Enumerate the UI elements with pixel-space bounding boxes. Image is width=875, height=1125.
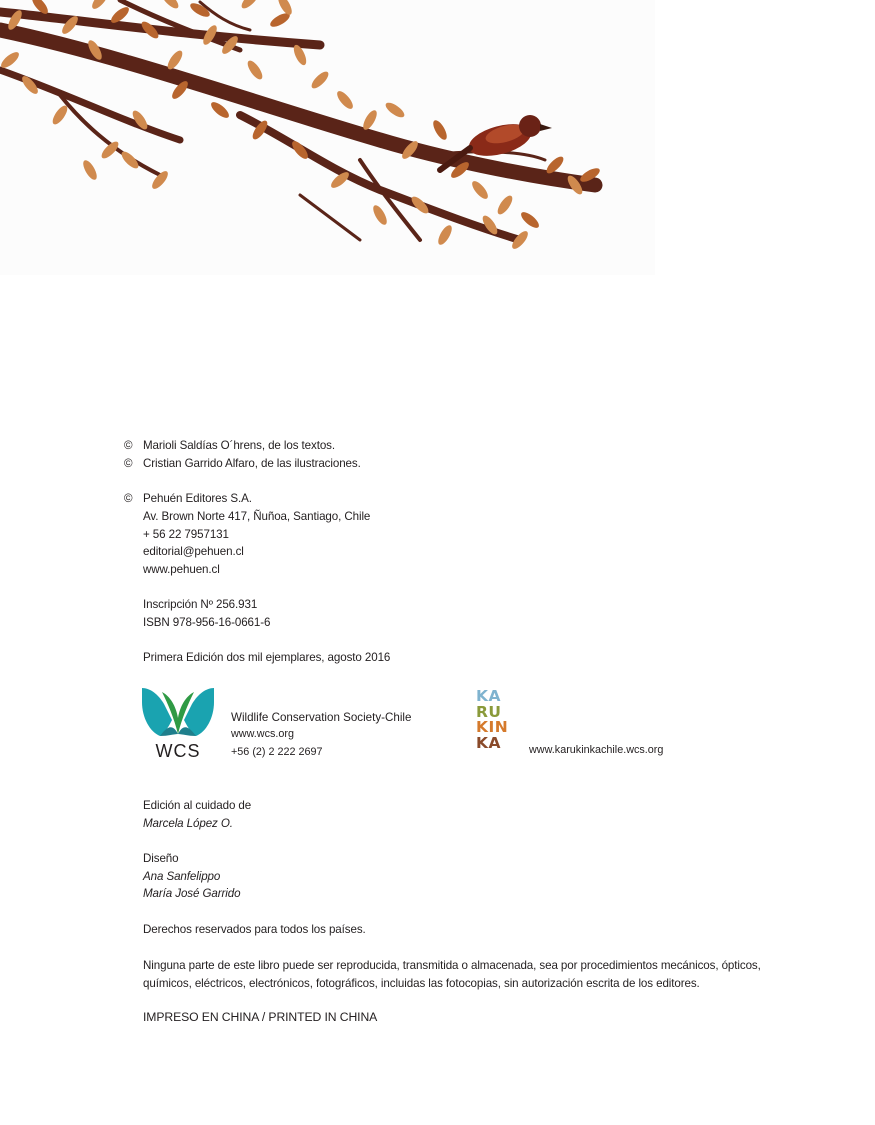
copyright-symbol: © [124, 457, 133, 470]
design-credit [143, 850, 240, 903]
leaf-shape [431, 118, 450, 142]
wcs-logo-text: WCS [155, 741, 201, 760]
leaf-shape [309, 69, 331, 91]
publisher-email: editorial@pehuen.cl [143, 545, 244, 559]
leaf-shape [165, 48, 185, 71]
editing-person: Marcela López O. [143, 816, 233, 830]
leaf-shape [159, 0, 181, 11]
karukinka-logo-line-4: KA [476, 733, 502, 752]
inscription-number: Inscripción Nº 256.931 [143, 598, 258, 611]
publisher-address: Av. Brown Norte 417, Ñuñoa, Santiago, Chile [143, 510, 371, 523]
leaf-shape [383, 100, 406, 120]
disclaimer-line-1: Ninguna parte de este libro puede ser reproducida, transmitida o almacenada, sea por procedimientos mecánicos, ópticos, [143, 959, 761, 972]
branch-with-bird-illustration [0, 0, 655, 275]
copyright-symbol: © [124, 492, 133, 505]
designer-2: María José Garrido [143, 887, 241, 901]
publisher-name [124, 490, 252, 508]
wcs-name: Wildlife Conservation Society-Chile [231, 711, 412, 724]
leaf-shape [371, 203, 390, 227]
leaf-shape [50, 103, 70, 126]
credit-texts [124, 437, 335, 455]
credit-illustrations-label: Cristian Garrido Alfaro, de las ilustraciones. [143, 457, 361, 470]
isbn: ISBN 978-956-16-0661-6 [143, 615, 271, 629]
karukinka-logo-line-1: KA [476, 687, 502, 705]
credit-illustrations [124, 455, 361, 473]
credit-texts-label: Marioli Saldías O´hrens, de los textos. [143, 439, 335, 452]
leaf-shape [245, 58, 265, 81]
wcs-web: www.wcs.org [231, 728, 294, 741]
wcs-logo [142, 688, 214, 760]
rights-reserved: Derechos reservados para todos los países. [143, 923, 366, 936]
leaf-shape [469, 179, 490, 202]
publisher-phone: + 56 22 7957131 [143, 527, 229, 541]
leaf-shape [209, 99, 232, 120]
publisher-web: www.pehuen.cl [143, 562, 220, 576]
editing-credit [143, 797, 251, 832]
leaf-shape [239, 0, 261, 11]
wcs-info [231, 709, 411, 761]
editing-label: Edición al cuidado de [143, 799, 252, 812]
edition-info: Primera Edición dos mil ejemplares, agosto 2016 [143, 651, 391, 664]
registration-block [143, 596, 270, 631]
publisher-contact [143, 508, 370, 578]
karukinka-logo-line-2: RU [476, 702, 502, 721]
karukinka-logo-line-3: KIN [476, 718, 509, 736]
leaf-shape [519, 209, 542, 230]
printed-in: IMPRESO EN CHINA / PRINTED IN CHINA [143, 1010, 378, 1024]
designer-1: Ana Sanfelippo [143, 869, 221, 883]
disclaimer-line-2: químicos, eléctricos, electrónicos, fotográficos, incluidas las fotocopias, sin autorización escrita de los editores. [143, 976, 700, 990]
leaf-shape [119, 149, 141, 171]
copyright-symbol: © [124, 439, 133, 452]
karukinka-web: www.karukinkachile.wcs.org [529, 744, 664, 756]
leaf-shape [334, 89, 355, 112]
leaf-shape [81, 158, 100, 182]
leaf-shape [495, 193, 515, 216]
karukinka-logo [476, 689, 508, 751]
leaf-shape [89, 0, 110, 11]
leaf-shape [0, 49, 21, 70]
wcs-phone: +56 (2) 2 222 2697 [231, 745, 323, 758]
disclaimer [143, 957, 761, 992]
publisher-name-label: Pehuén Editores S.A. [143, 492, 252, 505]
design-label: Diseño [143, 852, 179, 865]
leaf-shape [436, 223, 455, 247]
